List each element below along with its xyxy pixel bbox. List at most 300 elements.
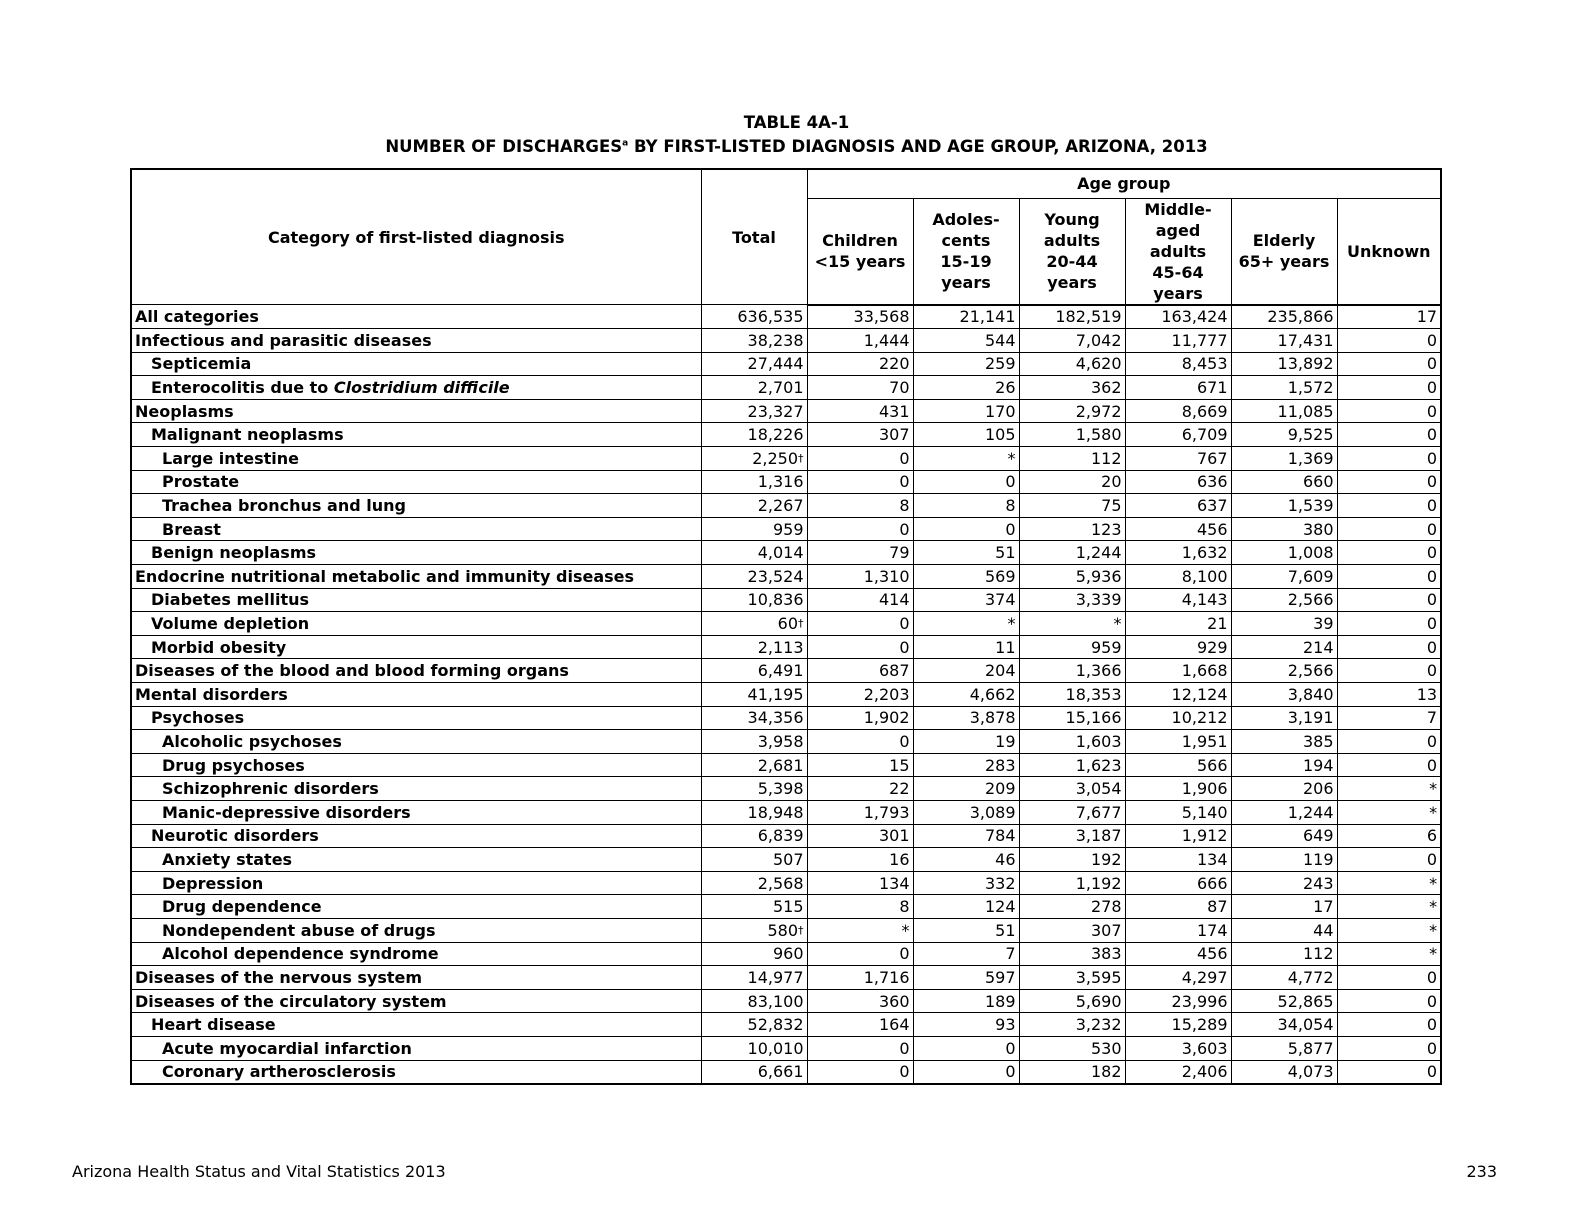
cell-middle: 1,951 — [1125, 730, 1231, 754]
cell-adolescents: 21,141 — [913, 305, 1019, 329]
cell-middle: 134 — [1125, 848, 1231, 872]
cell-children: 2,203 — [807, 683, 913, 707]
cell-young: 1,192 — [1019, 871, 1125, 895]
cell-adolescents: 0 — [913, 1036, 1019, 1060]
cell-children: 1,310 — [807, 565, 913, 589]
header-elderly: Elderly 65+ years — [1231, 198, 1337, 305]
row-label: Depression — [131, 871, 701, 895]
table-row — [131, 706, 1441, 730]
cell-middle: 12,124 — [1125, 683, 1231, 707]
cell-children: 301 — [807, 824, 913, 848]
cell-young: 112 — [1019, 447, 1125, 471]
cell-elderly: 385 — [1231, 730, 1337, 754]
table-row — [131, 352, 1441, 376]
cell-total: 6,839 — [701, 824, 807, 848]
cell-elderly: 4,772 — [1231, 966, 1337, 990]
table-row — [131, 777, 1441, 801]
cell-adolescents: 283 — [913, 753, 1019, 777]
table-row — [131, 730, 1441, 754]
subtitle-pre: NUMBER OF DISCHARGES — [385, 137, 623, 156]
cell-middle: 163,424 — [1125, 305, 1231, 329]
cell-adolescents: 544 — [913, 329, 1019, 353]
row-label: Alcohol dependence syndrome — [131, 942, 701, 966]
cell-young: 7,042 — [1019, 329, 1125, 353]
cell-adolescents: 46 — [913, 848, 1019, 872]
cell-elderly: 1,008 — [1231, 541, 1337, 565]
cell-unknown: 0 — [1337, 635, 1441, 659]
cell-middle: 1,912 — [1125, 824, 1231, 848]
cell-middle: 8,453 — [1125, 352, 1231, 376]
row-label: Drug dependence — [131, 895, 701, 919]
cell-elderly: 649 — [1231, 824, 1337, 848]
cell-total: 4,014 — [701, 541, 807, 565]
cell-middle: 767 — [1125, 447, 1231, 471]
cell-elderly: 11,085 — [1231, 399, 1337, 423]
cell-children: 79 — [807, 541, 913, 565]
cell-young: 3,232 — [1019, 1013, 1125, 1037]
cell-total: 14,977 — [701, 966, 807, 990]
cell-total: 38,238 — [701, 329, 807, 353]
cell-elderly: 4,073 — [1231, 1060, 1337, 1084]
cell-middle: 6,709 — [1125, 423, 1231, 447]
cell-adolescents: 569 — [913, 565, 1019, 589]
cell-unknown: * — [1337, 942, 1441, 966]
header-age-group: Age group — [807, 169, 1441, 198]
cell-young: 1,366 — [1019, 659, 1125, 683]
cell-children: 8 — [807, 494, 913, 518]
cell-young: 15,166 — [1019, 706, 1125, 730]
row-label: Heart disease — [131, 1013, 701, 1037]
cell-unknown: * — [1337, 800, 1441, 824]
cell-unknown: 0 — [1337, 470, 1441, 494]
cell-elderly: 206 — [1231, 777, 1337, 801]
header-adolescents: Adoles- cents 15-19 years — [913, 198, 1019, 305]
cell-unknown: 0 — [1337, 989, 1441, 1013]
cell-adolescents: 374 — [913, 588, 1019, 612]
cell-children: 687 — [807, 659, 913, 683]
cell-unknown: 0 — [1337, 517, 1441, 541]
cell-adolescents: 209 — [913, 777, 1019, 801]
cell-unknown: 0 — [1337, 565, 1441, 589]
cell-adolescents: 3,089 — [913, 800, 1019, 824]
cell-total: 23,327 — [701, 399, 807, 423]
cell-unknown: * — [1337, 918, 1441, 942]
row-label: Diseases of the nervous system — [131, 966, 701, 990]
cell-middle: 21 — [1125, 612, 1231, 636]
table-row — [131, 612, 1441, 636]
cell-unknown: 0 — [1337, 1013, 1441, 1037]
cell-young: 1,244 — [1019, 541, 1125, 565]
row-label: Alcoholic psychoses — [131, 730, 701, 754]
footnote-marker: a — [622, 138, 629, 149]
cell-total: 2,681 — [701, 753, 807, 777]
table-row — [131, 376, 1441, 400]
cell-middle: 4,143 — [1125, 588, 1231, 612]
cell-elderly: 1,539 — [1231, 494, 1337, 518]
cell-adolescents: 105 — [913, 423, 1019, 447]
cell-total: 959 — [701, 517, 807, 541]
row-label: Prostate — [131, 470, 701, 494]
cell-adolescents: 259 — [913, 352, 1019, 376]
cell-unknown: 0 — [1337, 376, 1441, 400]
cell-total: 960 — [701, 942, 807, 966]
cell-adolescents: 7 — [913, 942, 1019, 966]
cell-middle: 566 — [1125, 753, 1231, 777]
cell-young: 5,936 — [1019, 565, 1125, 589]
cell-children: 414 — [807, 588, 913, 612]
row-label: Mental disorders — [131, 683, 701, 707]
cell-adolescents: 19 — [913, 730, 1019, 754]
table-row — [131, 565, 1441, 589]
table-row — [131, 753, 1441, 777]
cell-total: 83,100 — [701, 989, 807, 1013]
cell-middle: 929 — [1125, 635, 1231, 659]
cell-children: 33,568 — [807, 305, 913, 329]
cell-young: 3,054 — [1019, 777, 1125, 801]
table-row — [131, 541, 1441, 565]
cell-children: 164 — [807, 1013, 913, 1037]
table-row — [131, 871, 1441, 895]
table-row — [131, 1036, 1441, 1060]
cell-middle: 636 — [1125, 470, 1231, 494]
row-label: Malignant neoplasms — [131, 423, 701, 447]
row-label: Neurotic disorders — [131, 824, 701, 848]
cell-total: 27,444 — [701, 352, 807, 376]
cell-adolescents: 0 — [913, 1060, 1019, 1084]
cell-unknown: * — [1337, 895, 1441, 919]
cell-middle: 666 — [1125, 871, 1231, 895]
cell-adolescents: 93 — [913, 1013, 1019, 1037]
cell-middle: 23,996 — [1125, 989, 1231, 1013]
cell-children: 8 — [807, 895, 913, 919]
cell-young: 123 — [1019, 517, 1125, 541]
cell-total: 10,836 — [701, 588, 807, 612]
cell-adolescents: 784 — [913, 824, 1019, 848]
cell-middle: 5,140 — [1125, 800, 1231, 824]
cell-middle: 456 — [1125, 517, 1231, 541]
cell-children: 1,793 — [807, 800, 913, 824]
cell-children: 22 — [807, 777, 913, 801]
cell-total: 5,398 — [701, 777, 807, 801]
cell-middle: 3,603 — [1125, 1036, 1231, 1060]
table-row — [131, 800, 1441, 824]
row-label: Anxiety states — [131, 848, 701, 872]
cell-elderly: 3,840 — [1231, 683, 1337, 707]
cell-young: 20 — [1019, 470, 1125, 494]
cell-adolescents: 597 — [913, 966, 1019, 990]
cell-children: 0 — [807, 635, 913, 659]
row-label: Diabetes mellitus — [131, 588, 701, 612]
cell-elderly: 119 — [1231, 848, 1337, 872]
cell-children: 1,716 — [807, 966, 913, 990]
cell-unknown: 0 — [1337, 423, 1441, 447]
dagger-marker: † — [798, 617, 804, 631]
cell-young: 530 — [1019, 1036, 1125, 1060]
cell-young: 362 — [1019, 376, 1125, 400]
cell-elderly: 39 — [1231, 612, 1337, 636]
cell-total: 2,250† — [701, 447, 807, 471]
subtitle-post: BY FIRST-LISTED DIAGNOSIS AND AGE GROUP, ARIZONA, 2013 — [628, 137, 1208, 156]
cell-unknown: * — [1337, 871, 1441, 895]
discharges-table — [130, 168, 1442, 1085]
cell-total: 52,832 — [701, 1013, 807, 1037]
header-unknown: Unknown — [1337, 198, 1441, 305]
cell-total: 515 — [701, 895, 807, 919]
header-children: Children <15 years — [807, 198, 913, 305]
cell-children: 0 — [807, 1036, 913, 1060]
cell-children: 15 — [807, 753, 913, 777]
cell-young: * — [1019, 612, 1125, 636]
cell-elderly: 34,054 — [1231, 1013, 1337, 1037]
cell-total: 2,701 — [701, 376, 807, 400]
cell-elderly: 235,866 — [1231, 305, 1337, 329]
row-label: Psychoses — [131, 706, 701, 730]
row-label: Volume depletion — [131, 612, 701, 636]
cell-elderly: 1,572 — [1231, 376, 1337, 400]
cell-middle: 671 — [1125, 376, 1231, 400]
cell-unknown: 0 — [1337, 352, 1441, 376]
row-label: Breast — [131, 517, 701, 541]
cell-children: 0 — [807, 470, 913, 494]
cell-young: 278 — [1019, 895, 1125, 919]
cell-elderly: 380 — [1231, 517, 1337, 541]
row-label: Septicemia — [131, 352, 701, 376]
cell-unknown: 7 — [1337, 706, 1441, 730]
cell-elderly: 13,892 — [1231, 352, 1337, 376]
table-row — [131, 989, 1441, 1013]
cell-young: 3,595 — [1019, 966, 1125, 990]
header-category: Category of first-listed diagnosis — [131, 169, 701, 305]
row-label: Enterocolitis due to Clostridium difficile — [131, 376, 701, 400]
cell-total: 3,958 — [701, 730, 807, 754]
cell-total: 60† — [701, 612, 807, 636]
cell-children: 70 — [807, 376, 913, 400]
cell-elderly: 52,865 — [1231, 989, 1337, 1013]
table-row — [131, 517, 1441, 541]
table-row — [131, 942, 1441, 966]
cell-unknown: 6 — [1337, 824, 1441, 848]
cell-unknown: 0 — [1337, 848, 1441, 872]
cell-middle: 8,669 — [1125, 399, 1231, 423]
cell-young: 383 — [1019, 942, 1125, 966]
cell-total: 1,316 — [701, 470, 807, 494]
cell-adolescents: 170 — [913, 399, 1019, 423]
table-row — [131, 824, 1441, 848]
cell-adolescents: 51 — [913, 918, 1019, 942]
cell-young: 1,603 — [1019, 730, 1125, 754]
cell-unknown: 0 — [1337, 541, 1441, 565]
cell-total: 2,267 — [701, 494, 807, 518]
row-label: Diseases of the blood and blood forming organs — [131, 659, 701, 683]
cell-adolescents: 4,662 — [913, 683, 1019, 707]
cell-young: 4,620 — [1019, 352, 1125, 376]
table-row — [131, 447, 1441, 471]
table-row — [131, 588, 1441, 612]
cell-children: 1,444 — [807, 329, 913, 353]
cell-unknown: 0 — [1337, 329, 1441, 353]
cell-elderly: 5,877 — [1231, 1036, 1337, 1060]
cell-unknown: 0 — [1337, 494, 1441, 518]
cell-adolescents: 26 — [913, 376, 1019, 400]
cell-elderly: 44 — [1231, 918, 1337, 942]
cell-children: 0 — [807, 612, 913, 636]
cell-unknown: 0 — [1337, 753, 1441, 777]
cell-total: 34,356 — [701, 706, 807, 730]
table-title: TABLE 4A-1 — [743, 113, 850, 132]
table-row — [131, 635, 1441, 659]
row-label: Drug psychoses — [131, 753, 701, 777]
cell-unknown: 0 — [1337, 1060, 1441, 1084]
table-row — [131, 848, 1441, 872]
cell-adolescents: 189 — [913, 989, 1019, 1013]
cell-total: 2,113 — [701, 635, 807, 659]
cell-middle: 1,906 — [1125, 777, 1231, 801]
cell-adolescents: 124 — [913, 895, 1019, 919]
cell-children: 0 — [807, 942, 913, 966]
cell-young: 5,690 — [1019, 989, 1125, 1013]
cell-young: 1,623 — [1019, 753, 1125, 777]
cell-adolescents: 3,878 — [913, 706, 1019, 730]
table-row — [131, 305, 1441, 329]
table-subtitle — [0, 135, 1593, 159]
cell-elderly: 243 — [1231, 871, 1337, 895]
row-label: Manic-depressive disorders — [131, 800, 701, 824]
table-row — [131, 1060, 1441, 1084]
cell-total: 18,948 — [701, 800, 807, 824]
row-label: Coronary artherosclerosis — [131, 1060, 701, 1084]
header-total: Total — [701, 169, 807, 305]
table-row — [131, 966, 1441, 990]
cell-total: 636,535 — [701, 305, 807, 329]
cell-unknown: * — [1337, 777, 1441, 801]
cell-children: 431 — [807, 399, 913, 423]
footer-page-number: 233 — [1466, 1162, 1497, 1181]
cell-unknown: 13 — [1337, 683, 1441, 707]
table-body — [131, 305, 1441, 1085]
cell-total: 6,491 — [701, 659, 807, 683]
table-row — [131, 399, 1441, 423]
cell-children: 134 — [807, 871, 913, 895]
cell-young: 192 — [1019, 848, 1125, 872]
cell-adolescents: * — [913, 612, 1019, 636]
row-label: Morbid obesity — [131, 635, 701, 659]
cell-children: 16 — [807, 848, 913, 872]
cell-middle: 4,297 — [1125, 966, 1231, 990]
table-row — [131, 683, 1441, 707]
row-label: All categories — [131, 305, 701, 329]
cell-unknown: 0 — [1337, 447, 1441, 471]
cell-adolescents: 0 — [913, 517, 1019, 541]
cell-middle: 2,406 — [1125, 1060, 1231, 1084]
row-label: Diseases of the circulatory system — [131, 989, 701, 1013]
row-label: Acute myocardial infarction — [131, 1036, 701, 1060]
dagger-marker: † — [798, 451, 804, 465]
cell-children: 307 — [807, 423, 913, 447]
cell-young: 2,972 — [1019, 399, 1125, 423]
footer-publication: Arizona Health Status and Vital Statistics 2013 — [72, 1162, 446, 1181]
cell-children: 0 — [807, 517, 913, 541]
cell-young: 3,187 — [1019, 824, 1125, 848]
cell-unknown: 0 — [1337, 966, 1441, 990]
cell-adolescents: * — [913, 447, 1019, 471]
cell-young: 7,677 — [1019, 800, 1125, 824]
table-row — [131, 659, 1441, 683]
cell-middle: 637 — [1125, 494, 1231, 518]
cell-total: 41,195 — [701, 683, 807, 707]
cell-elderly: 194 — [1231, 753, 1337, 777]
cell-elderly: 2,566 — [1231, 659, 1337, 683]
cell-elderly: 660 — [1231, 470, 1337, 494]
table-row — [131, 470, 1441, 494]
cell-middle: 456 — [1125, 942, 1231, 966]
cell-unknown: 0 — [1337, 730, 1441, 754]
cell-middle: 1,632 — [1125, 541, 1231, 565]
cell-young: 182,519 — [1019, 305, 1125, 329]
cell-unknown: 0 — [1337, 399, 1441, 423]
cell-adolescents: 204 — [913, 659, 1019, 683]
cell-elderly: 3,191 — [1231, 706, 1337, 730]
cell-total: 2,568 — [701, 871, 807, 895]
table-row — [131, 1013, 1441, 1037]
cell-unknown: 0 — [1337, 659, 1441, 683]
row-label: Neoplasms — [131, 399, 701, 423]
cell-middle: 1,668 — [1125, 659, 1231, 683]
row-label: Endocrine nutritional metabolic and immunity diseases — [131, 565, 701, 589]
cell-children: 0 — [807, 447, 913, 471]
cell-elderly: 1,369 — [1231, 447, 1337, 471]
cell-young: 1,580 — [1019, 423, 1125, 447]
table-row — [131, 918, 1441, 942]
row-label: Trachea bronchus and lung — [131, 494, 701, 518]
cell-elderly: 214 — [1231, 635, 1337, 659]
cell-children: 360 — [807, 989, 913, 1013]
cell-adolescents: 0 — [913, 470, 1019, 494]
header-young-adults: Young adults 20-44 years — [1019, 198, 1125, 305]
row-label: Benign neoplasms — [131, 541, 701, 565]
cell-adolescents: 8 — [913, 494, 1019, 518]
cell-children: 220 — [807, 352, 913, 376]
cell-unknown: 0 — [1337, 588, 1441, 612]
cell-total: 507 — [701, 848, 807, 872]
cell-elderly: 1,244 — [1231, 800, 1337, 824]
table-row — [131, 895, 1441, 919]
cell-young: 75 — [1019, 494, 1125, 518]
cell-children: 0 — [807, 730, 913, 754]
cell-middle: 174 — [1125, 918, 1231, 942]
cell-adolescents: 51 — [913, 541, 1019, 565]
cell-elderly: 7,609 — [1231, 565, 1337, 589]
cell-total: 10,010 — [701, 1036, 807, 1060]
cell-middle: 87 — [1125, 895, 1231, 919]
table-row — [131, 329, 1441, 353]
cell-middle: 15,289 — [1125, 1013, 1231, 1037]
cell-children: * — [807, 918, 913, 942]
cell-adolescents: 332 — [913, 871, 1019, 895]
cell-total: 6,661 — [701, 1060, 807, 1084]
cell-elderly: 112 — [1231, 942, 1337, 966]
table-row — [131, 423, 1441, 447]
cell-young: 182 — [1019, 1060, 1125, 1084]
header-middle-aged: Middle- aged adults 45-64 years — [1125, 198, 1231, 305]
cell-unknown: 0 — [1337, 612, 1441, 636]
cell-young: 959 — [1019, 635, 1125, 659]
row-label: Infectious and parasitic diseases — [131, 329, 701, 353]
cell-elderly: 9,525 — [1231, 423, 1337, 447]
cell-children: 0 — [807, 1060, 913, 1084]
cell-elderly: 17,431 — [1231, 329, 1337, 353]
row-label: Nondependent abuse of drugs — [131, 918, 701, 942]
cell-total: 580† — [701, 918, 807, 942]
